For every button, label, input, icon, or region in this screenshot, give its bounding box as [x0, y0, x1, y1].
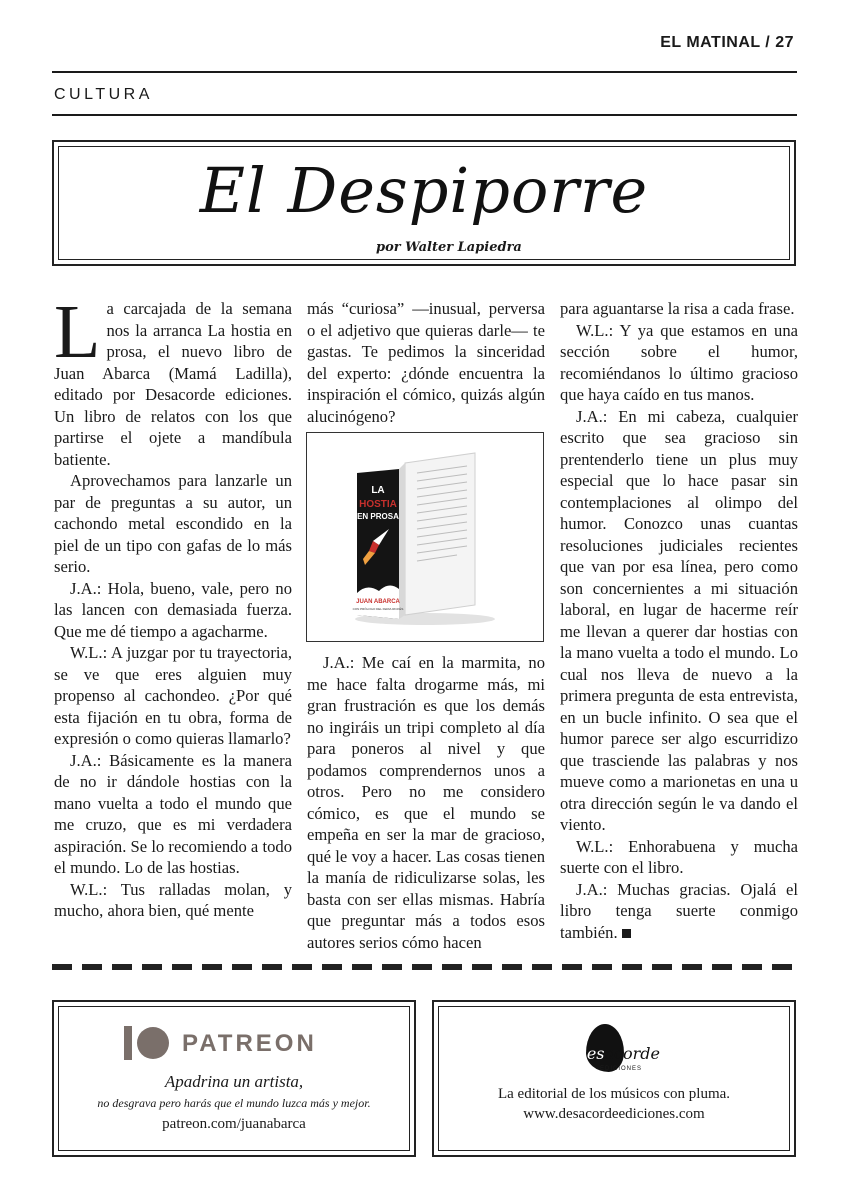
desacorde-ad: [432, 1000, 796, 1157]
article-column-2-lower: [307, 652, 545, 953]
patreon-brand: PATREON: [182, 1030, 317, 1057]
patreon-slogan: Apadrina un artista,: [164, 1072, 304, 1091]
paragraph: J.A.: Hola, bueno, vale, pero no las lancen con demasiada fuerza. Que me dé tiempo a agacharme.: [54, 578, 292, 641]
cover-subtitle: CON PRÓLOGO DEL FERIA RICKÉS: [352, 607, 404, 611]
paragraph: W.L.: Enhorabuena y mucha suerte con el libro.: [560, 836, 798, 877]
article-column-2: [307, 298, 545, 427]
paragraph: J.A.: Muchas gracias. Ojalá el libro tenga suerte conmigo también.: [560, 879, 798, 942]
cover-title-line1: LA: [371, 485, 385, 496]
patreon-tagline: no desgrava pero harás que el mundo luzca más y mejor.: [97, 1096, 371, 1110]
section-label: CULTURA: [54, 86, 153, 103]
paragraph: J.A.: Básicamente es la manera de no ir dándole hostias con la mano vuelta a todo el mundo que me cruzo, que es mi verdadera aspiración. Se lo recomiendo a todo el mundo. Lo de las hostias.: [54, 750, 292, 877]
article-column-1: [54, 290, 292, 922]
header-rule: [52, 71, 797, 73]
book-cover-figure: [306, 432, 544, 642]
section-rule: [52, 114, 797, 116]
desacorde-logo: Desacorde: [574, 1044, 661, 1063]
cover-title-line3: EN PROSA: [357, 512, 399, 521]
desacorde-logo-sub: EDICIONES: [600, 1066, 643, 1072]
patreon-ad: [52, 1000, 416, 1157]
book-illustration: [307, 433, 543, 641]
paragraph: J.A.: Me caí en la marmita, no me hace falta drogarme más, mi gran frustración es que los demás no ingiráis un tripi completo al día para poneros al nivel y que podamos comprendernos unos a otros. Pero no me considero cómico, es que el mundo se empeña en ser la mar de gracioso, qué le voy a hacer. Las cosas tienen la manía de ridiculizarse solas, les basta con ser ellas mismas. Habría que preguntar más a todos esos autores serios cómo hacen: [307, 653, 545, 952]
patreon-link[interactable]: patreon.com/juanabarca: [162, 1116, 306, 1132]
paragraph: más “curiosa” —inusual, perversa o el adjetivo que quieras darle— te gastas. Te pedimos la sinceridad del experto: ¿dónde encuentra la inspiración el cómico, quizás algún alucinógeno?: [307, 299, 545, 426]
paragraph: W.L.: Y ya que estamos en una sección sobre el humor, recomiéndanos lo último gracioso que haya caído en tus manos.: [560, 320, 798, 404]
cover-author: JUAN ABARCA: [356, 599, 400, 605]
article-column-3: [560, 298, 798, 943]
drop-cap: L: [54, 290, 101, 374]
desacorde-link[interactable]: www.desacordeediciones.com: [523, 1106, 705, 1122]
paragraph: Aprovechamos para lanzarle un par de preguntas a su autor, un cachondo metal escondido en la piel de un tipo con gafas de lo más serio.: [54, 471, 292, 576]
paragraph: W.L.: A juzgar por tu trayectoria, se ve que eres alguien muy propenso al cachondeo. ¿Por qué esta fijación en tu obra, forma de expresión o como quieras llamarlo?: [54, 643, 292, 748]
byline: por Walter Lapiedra: [370, 240, 528, 255]
page-header: EL MATINAL / 27: [660, 34, 794, 51]
cover-title-line2: HOSTIA: [359, 499, 397, 510]
desacorde-slogan: La editorial de los músicos con pluma.: [497, 1086, 731, 1102]
paragraph: J.A.: En mi cabeza, cualquier escrito que sea gracioso sin prentenderlo tiene un plus muy especial que lo hace pasar sin contemplaciones al olimpo del humor. Conozco unas cuantas resoluciones judiciales recientes que van por esa línea, pero como son concernientes a mi situación laboral, en lugar de hacerme reír me llevan a querer dar hostias con la mano vuelta a todo el mundo. Lo cual nos lleva de nuevo a la primera pregunta de esta entrevista, en un bucle infinito. O sea que el humor parece ser algo escurridizo que trasciende las palabras y nos mueve como a marionetas en una u otra dirección según le va dando el viento.: [560, 406, 798, 834]
dashed-divider: [52, 964, 796, 970]
paragraph: para aguantarse la risa a cada frase.: [560, 299, 795, 318]
paragraph: W.L.: Tus ralladas molan, y mucho, ahora bien, qué mente: [54, 879, 292, 920]
end-mark-icon: [622, 929, 631, 938]
column-title: El Despiporre: [199, 154, 649, 227]
intro-paragraph: La carcajada de la semana nos la arranca La hostia en prosa, el nuevo libro de Juan Abarca (Mamá Ladilla), editado por Desacorde ediciones. Un libro de relatos con los que partirse el ojete a mandíbula batiente.: [54, 290, 292, 469]
